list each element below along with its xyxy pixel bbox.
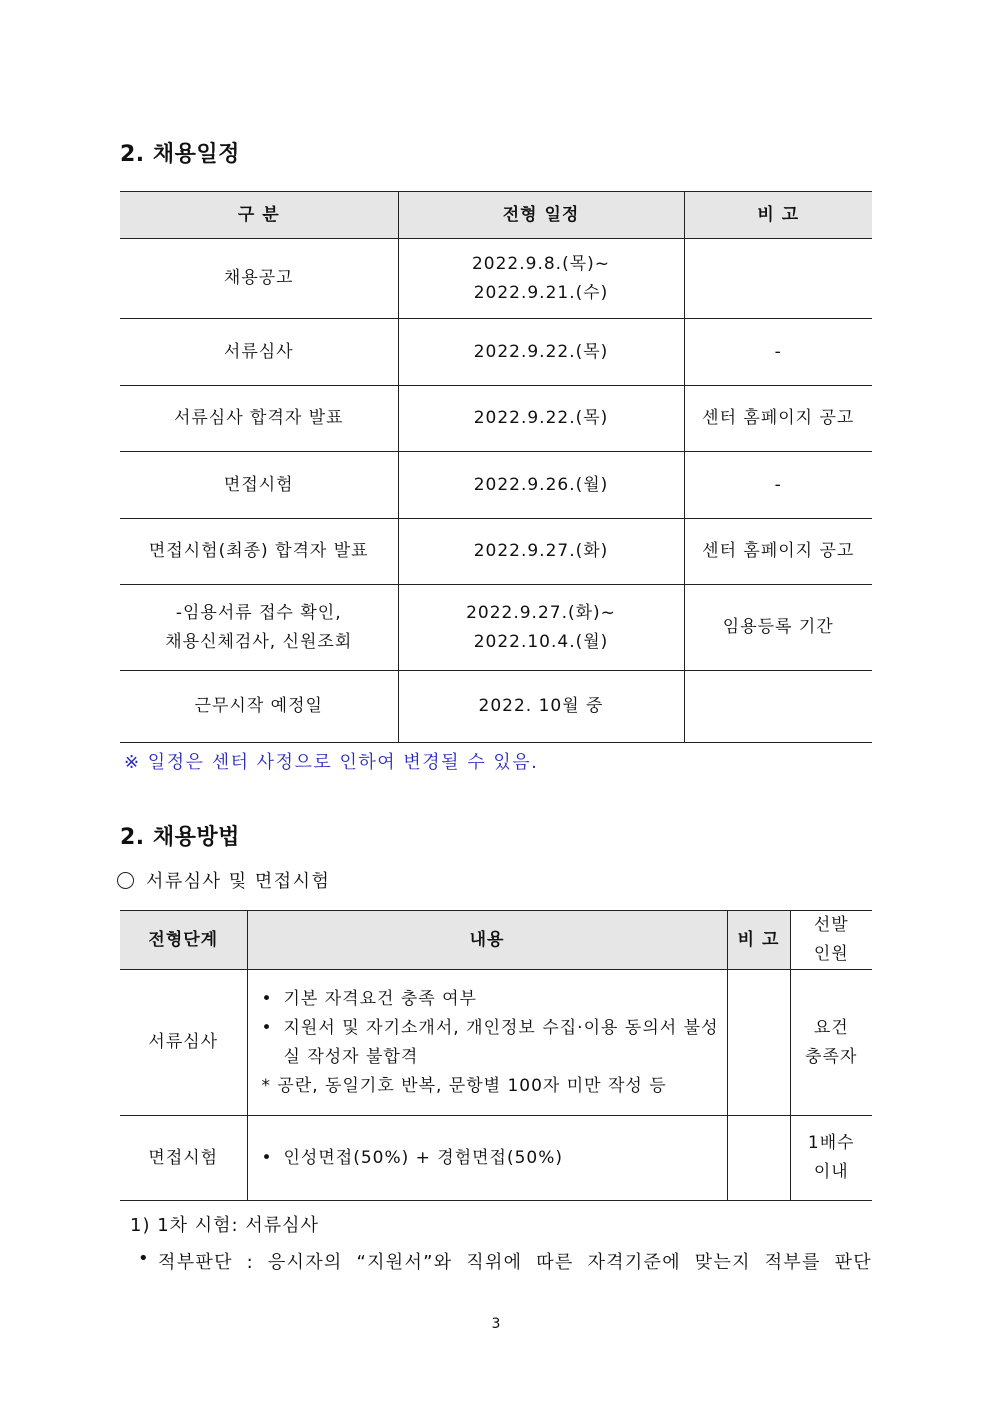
bullet-icon: • — [138, 1248, 150, 1269]
cell-stage: 서류심사 합격자 발표 — [173, 408, 344, 428]
schedule-table — [120, 191, 872, 743]
cell-note — [684, 239, 872, 319]
date-line: 2022.9.27.(화)~ — [466, 602, 616, 623]
table-row — [120, 671, 872, 743]
method-subheading — [117, 867, 330, 893]
date-line: 2022.9.8.(목)~ — [471, 253, 611, 274]
step1-bullet — [138, 1248, 872, 1274]
cell-date: 2022.9.27.(화) — [398, 519, 684, 585]
page-number: 3 — [491, 1316, 501, 1332]
schedule-note: ※ 일정은 센터 사정으로 인하여 변경될 수 있음. — [124, 752, 539, 773]
section-title-method: 2. 채용방법 — [120, 825, 240, 850]
select-line: 이내 — [813, 1162, 849, 1182]
cell-content — [247, 970, 727, 1116]
step1-title: 1) 1차 시험: 서류심사 — [130, 1215, 319, 1236]
select-line: 인원 — [813, 944, 849, 964]
cell-remark — [727, 970, 790, 1116]
cell-stage: 면접시험(최종) 합격자 발표 — [148, 541, 369, 561]
bullet-text: 지원서 및 자기소개서, 개인정보 수집·이용 동의서 불성실 작성자 불합격 — [283, 1017, 719, 1067]
header-stage: 전형단계 — [120, 911, 247, 970]
cell-content — [247, 1116, 727, 1201]
cell-date: 2022.9.22.(목) — [398, 319, 684, 386]
cell-date: 2022.9.26.(월) — [398, 452, 684, 519]
cell-select — [790, 1116, 872, 1201]
list-item — [256, 985, 719, 1014]
cell-stage: 채용공고 — [223, 268, 294, 288]
select-line: 1배수 — [807, 1133, 855, 1153]
table-row — [120, 239, 872, 319]
table-row — [120, 585, 872, 671]
subheading-text: 서류심사 및 면접시험 — [146, 871, 331, 892]
table-row — [120, 1116, 872, 1201]
bullet-icon: • — [261, 1017, 273, 1038]
table-row — [120, 970, 872, 1116]
date-line: 2022.9.21.(수) — [473, 282, 609, 303]
table-row — [120, 386, 872, 452]
bullet-text: 인성면접(50%) + 경험면접(50%) — [283, 1147, 564, 1168]
table-row — [120, 452, 872, 519]
stage-line: 채용신체검사, 신원조회 — [165, 631, 353, 652]
step1-bullet-text: 적부판단 : 응시자의 “지원서”와 직위에 따른 자격기준에 맞는지 적부를 판단 — [158, 1252, 872, 1273]
circle-bullet-icon — [117, 872, 134, 889]
cell-remark — [727, 1116, 790, 1201]
cell-stage: 근무시작 예정일 — [194, 696, 323, 716]
table-header-row — [120, 192, 872, 239]
table-header-row — [120, 911, 872, 970]
table-row — [120, 519, 872, 585]
header-remark: 비 고 — [727, 911, 790, 970]
cell-note: 임용등록 기간 — [684, 585, 872, 671]
header-select — [790, 911, 872, 970]
header-note: 비 고 — [684, 192, 872, 239]
header-stage: 구 분 — [120, 192, 398, 239]
section-title-schedule: 2. 채용일정 — [120, 142, 240, 167]
cell-select — [790, 970, 872, 1116]
date-line: 2022.10.4.(월) — [473, 631, 609, 652]
select-line: 요건 — [813, 1017, 849, 1038]
cell-stage: 서류심사 — [223, 341, 294, 362]
cell-date — [398, 585, 684, 671]
header-content: 내용 — [247, 911, 727, 970]
cell-date: 2022. 10월 중 — [398, 671, 684, 743]
cell-note: - — [684, 319, 872, 386]
cell-stage: 서류심사 — [148, 1032, 219, 1052]
cell-note: 센터 홈페이지 공고 — [684, 386, 872, 452]
cell-date — [398, 239, 684, 319]
select-line: 충족자 — [805, 1046, 858, 1067]
cell-note: - — [684, 452, 872, 519]
cell-note — [684, 671, 872, 743]
cell-stage: 면접시험 — [148, 1147, 219, 1168]
cell-note: 센터 홈페이지 공고 — [684, 519, 872, 585]
method-table — [120, 910, 872, 1201]
bullet-icon: • — [261, 1147, 273, 1168]
bullet-icon: • — [261, 988, 273, 1009]
header-date: 전형 일정 — [398, 192, 684, 239]
cell-stage — [120, 585, 398, 671]
content-note: * 공란, 동일기호 반복, 문항별 100자 미만 작성 등 — [261, 1075, 667, 1096]
cell-stage: 면접시험 — [223, 474, 294, 495]
bullet-text: 기본 자격요건 충족 여부 — [283, 988, 477, 1009]
cell-date: 2022.9.22.(목) — [398, 386, 684, 452]
stage-line: -임용서류 접수 확인, — [175, 602, 342, 623]
select-line: 선발 — [813, 915, 849, 935]
table-row — [120, 319, 872, 386]
list-item — [256, 1014, 719, 1072]
list-item — [256, 1144, 719, 1173]
